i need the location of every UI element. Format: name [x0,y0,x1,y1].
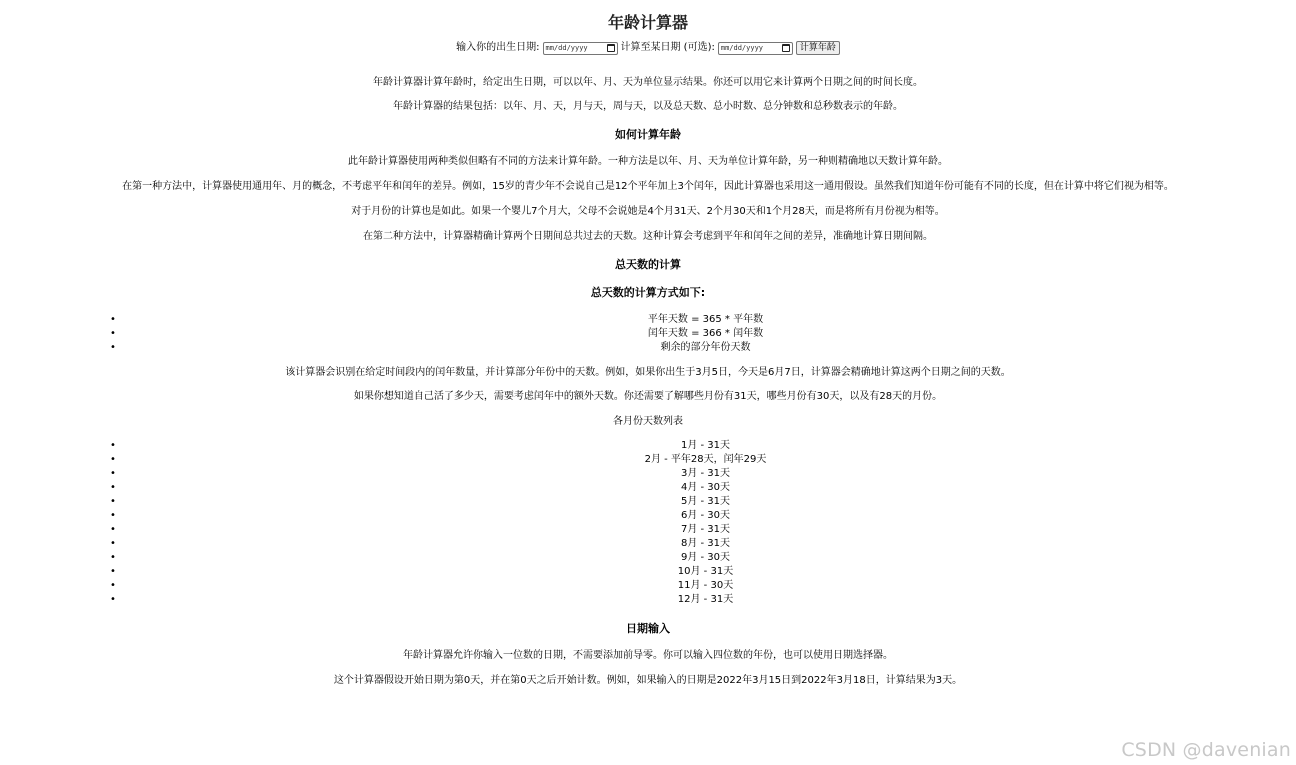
bullet: • [110,468,116,479]
birth-date-label: 输入你的出生日期: [456,42,540,53]
month-text: 12月 - 31天 [677,594,734,605]
month-list-title: 各月份天数列表 [613,416,683,427]
input-paragraph-1: 年龄计算器允许你输入一位数的日期，不需要添加前导零。你可以输入四位数的年份，也可以使用日期选择器。 [403,650,893,661]
watermark: CSDN @davenian [1121,739,1291,761]
bullet: • [110,552,116,563]
bullet: • [110,314,116,325]
month-text: 3月 - 31天 [680,468,731,479]
total-paragraph-2: 如果你想知道自己活了多少天，需要考虑闰年中的额外天数。你还需要了解哪些月份有31天，哪些月份有30天，以及有28天的月份。 [353,391,943,402]
how-paragraph-2: 在第一种方法中，计算器使用通用年、月的概念，不考虑平年和闰年的差异。例如，15岁的青少年不会说自己是12个平年加上3个闰年，因此计算器也采用这一通用假设。虽然我们知道年份可能有不同的长度，但在计算中将它们视为相等。 [122,181,1174,192]
list-item [0,495,1296,509]
list-item [0,467,1296,481]
calendar-icon[interactable] [782,44,790,52]
bullet: • [110,594,116,605]
date-input-heading: 日期输入 [626,622,670,635]
total-days-subheading: 总天数的计算方式如下: [590,286,706,299]
month-text: 9月 - 30天 [680,552,731,563]
intro-paragraph-1: 年龄计算器计算年龄时，给定出生日期，可以以年、月、天为单位显示结果。你还可以用它来计算两个日期之间的时间长度。 [373,77,923,88]
target-date-placeholder: mm/dd/yyyy [720,44,764,52]
list-item [0,593,1296,607]
how-paragraph-4: 在第二种方法中，计算器精确计算两个日期间总共过去的天数。这种计算会考虑到平年和闰年之间的差异，准确地计算日期间隔。 [363,231,933,242]
month-days-list [0,439,1296,607]
list-item [0,579,1296,593]
intro-paragraph-2: 年龄计算器的结果包括：以年、月、天，月与天，周与天，以及总天数、总小时数、总分钟数和总秒数表示的年龄。 [393,101,903,112]
how-paragraph-1: 此年龄计算器使用两种类似但略有不同的方法来计算年龄。一种方法是以年、月、天为单位计算年龄，另一种则精确地以天数计算年龄。 [348,156,948,167]
total-paragraph-1: 该计算器会识别在给定时间段内的闰年数量，并计算部分年份中的天数。例如，如果你出生于3月5日，今天是6月7日，计算器会精确地计算这两个日期之间的天数。 [285,367,1011,378]
list-item [0,509,1296,523]
list-item [0,537,1296,551]
month-text: 11月 - 30天 [677,580,734,591]
input-paragraph-2: 这个计算器假设开始日期为第0天，并在第0天之后开始计数。例如，如果输入的日期是2022年3月15日到2022年3月18日，计算结果为3天。 [333,675,963,686]
how-to-heading: 如何计算年龄 [615,128,681,141]
bullet: • [110,454,116,465]
month-text: 6月 - 30天 [680,510,731,521]
how-paragraph-3: 对于月份的计算也是如此。如果一个婴儿7个月大，父母不会说她是4个月31天、2个月30天和1个月28天，而是将所有月份视为相等。 [351,206,945,217]
calculate-age-button[interactable]: 计算年龄 [796,41,840,55]
list-item [0,481,1296,495]
list-item [0,313,1296,327]
bullet: • [110,496,116,507]
page-title: 年龄计算器 [607,13,688,32]
bullet: • [110,524,116,535]
month-text: 5月 - 31天 [680,496,731,507]
month-text: 8月 - 31天 [680,538,731,549]
list-item [0,551,1296,565]
formula-text: 平年天数 = 365 * 平年数 [647,314,764,325]
month-text: 4月 - 30天 [680,482,731,493]
calendar-icon[interactable] [607,44,615,52]
month-text: 10月 - 31天 [677,566,734,577]
list-item [0,439,1296,453]
month-text: 1月 - 31天 [680,440,731,451]
target-date-input[interactable] [718,42,793,55]
bullet: • [110,566,116,577]
bullet: • [110,440,116,451]
list-item [0,453,1296,467]
bullet: • [110,328,116,339]
formula-text: 剩余的部分年份天数 [660,342,751,353]
list-item [0,523,1296,537]
bullet: • [110,482,116,493]
bullet: • [110,580,116,591]
birth-date-input[interactable] [543,42,618,55]
bullet: • [110,538,116,549]
target-date-label: 计算至某日期 (可选): [620,42,715,53]
total-days-heading: 总天数的计算 [615,258,681,271]
birth-date-placeholder: mm/dd/yyyy [545,44,588,52]
bullet: • [110,510,116,521]
formula-text: 闰年天数 = 366 * 闰年数 [647,328,764,339]
list-item [0,565,1296,579]
date-form [0,40,1296,56]
bullet: • [110,342,116,353]
list-item [0,341,1296,355]
formula-list [0,313,1296,355]
month-text: 2月 - 平年28天，闰年29天 [644,454,767,465]
list-item [0,327,1296,341]
month-text: 7月 - 31天 [680,524,731,535]
